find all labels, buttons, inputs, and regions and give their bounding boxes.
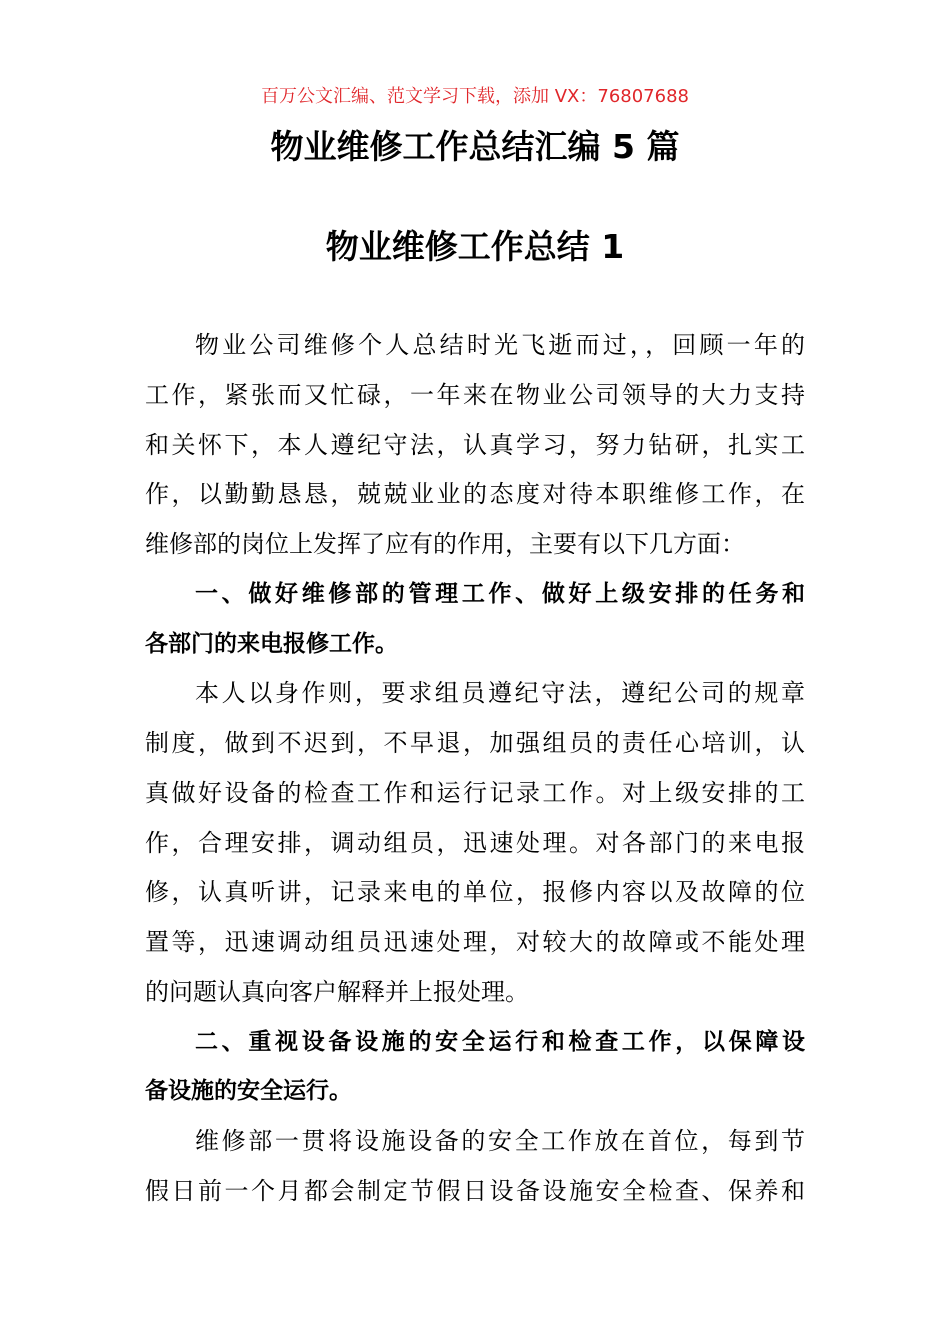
paragraph-line: 真做好设备的检查工作和运行记录工作。对上级安排的工 (145, 778, 805, 807)
paragraph-line: 假日前一个月都会制定节假日设备设施安全检查、保养和 (145, 1176, 805, 1205)
paragraph-line: 维修部的岗位上发挥了应有的作用，主要有以下几方面： (145, 530, 745, 558)
section-title: 物业维修工作总结 1 (325, 227, 625, 266)
heading-line: 备设施的安全运行。 (145, 1078, 352, 1105)
paragraph-line: 工作，紧张而又忙碌，一年来在物业公司领导的大力支持 (145, 380, 805, 409)
paragraph-line: 的问题认真向客户解释并上报处理。 (145, 977, 529, 1006)
paragraph-line: 修，认真听讲，记录来电的单位，报修内容以及故障的位 (145, 878, 805, 907)
heading-line: 二、重视设备设施的安全运行和检查工作，以保障设 (195, 1028, 805, 1055)
paragraph-line: 本人以身作则，要求组员遵纪守法，遵纪公司的规章 (195, 679, 805, 708)
paragraph-line: 制度，做到不迟到，不早退，加强组员的责任心培训，认 (145, 729, 805, 757)
heading-line: 各部门的来电报修工作。 (145, 630, 398, 657)
paragraph-line: 和关怀下，本人遵纪守法，认真学习，努力钻研，扎实工 (145, 430, 805, 459)
watermark-text: 百万公文汇编、范文学习下载，添加 VX：76807688 (261, 86, 689, 107)
paragraph-line: 维修部一贯将设施设备的安全工作放在首位，每到节 (195, 1127, 805, 1155)
heading-line: 一、做好维修部的管理工作、做好上级安排的任务和 (195, 580, 805, 607)
paragraph-line: 作，合理安排，调动组员，迅速处理。对各部门的来电报 (145, 828, 805, 857)
document-title: 物业维修工作总结汇编 5 篇 (270, 127, 680, 166)
document-body (145, 321, 805, 1217)
paragraph-line: 置等，迅速调动组员迅速处理，对较大的故障或不能处理 (145, 928, 805, 956)
paragraph-line: 作，以勤勤恳恳，兢兢业业的态度对待本职维修工作，在 (145, 480, 805, 509)
paragraph-line: 物业公司维修个人总结时光飞逝而过，，回顾一年的 (195, 331, 805, 359)
